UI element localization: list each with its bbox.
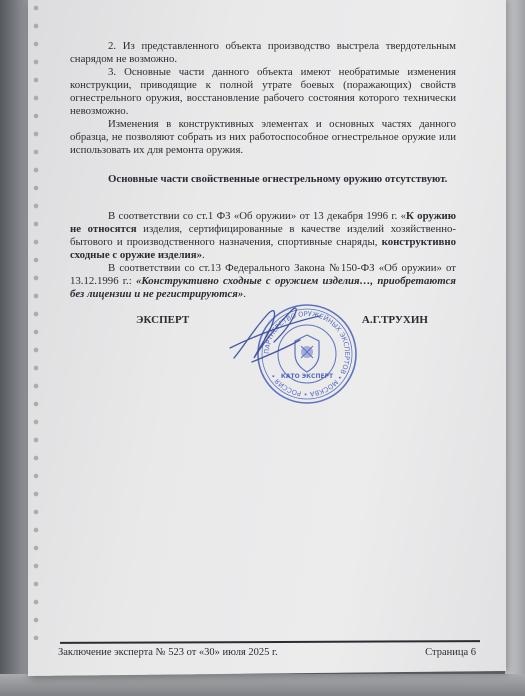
law-art1-period: . [202, 249, 205, 261]
paragraph-law-art1 [70, 210, 456, 262]
footer-document-ref: Заключение эксперта № 523 от «30» июля 2025 г. [58, 647, 278, 658]
expert-label: ЭКСПЕРТ [136, 314, 190, 326]
law-art13-period: . [243, 288, 246, 300]
law-art1-bold: К оружию не относятся [70, 210, 456, 235]
law-art13-quote: «Конструктивно сходные с оружием изделия…, приобретаются без лицензии и не регистрируются» [70, 275, 456, 300]
handwritten-signature [222, 296, 332, 376]
document-body [70, 40, 456, 301]
expert-name: А.Г.ТРУХИН [361, 314, 428, 326]
law-art1-middle: изделия, сертифицированные в качестве изделий хозяйственно-бытового и производственного назначения, спортивные снаряды, [70, 223, 456, 248]
paragraph-3: 3. Основные части данного объекта имеют необратимые изменения конструкции, приводящие к полной утрате боевых (поражающих) свойств огнестрельного оружия, восстановление рабочего состояния которого технически невозможно. [70, 66, 456, 117]
footer-page-number: Страница 6 [425, 647, 476, 658]
background-right-surface [505, 0, 525, 696]
paragraph-2: 2. Из представленного объекта производство выстрела твердотельным снарядом не возможно. [70, 40, 456, 65]
paragraph-changes: Изменения в конструктивных элементах и основных частях данного образца, не позволяют собрать из них работоспособное огнестрельное оружие или использовать их для ремонта оружия. [70, 118, 456, 156]
paragraph-conclusion: Основные части свойственные огнестрельному оружию отсутствуют. [108, 173, 448, 185]
law-art1-bold-end: конструктивно сходные с оружие изделия» [70, 236, 456, 261]
background-bottom-surface [0, 674, 525, 696]
law-art13-intro: В соответствии со ст.13 Федерального Закона №150-ФЗ «Об оружии» от 13.12.1996 г.: [70, 262, 456, 287]
binding-holes [30, 0, 42, 640]
law-art1-intro: В соответствии со ст.1 ФЗ «Об оружии» от 13 декабря 1996 г. « [108, 210, 406, 222]
stamp-center-text: КАТО ЭКСПЕРТ [280, 373, 334, 380]
page-footer [58, 647, 478, 661]
stamp-ring-text: ПАРТНЕРСТВО ОРУЖЕЙНЫХ ЭКСПЕРТОВ • МОСКВА • РОССИЯ • [262, 309, 352, 399]
